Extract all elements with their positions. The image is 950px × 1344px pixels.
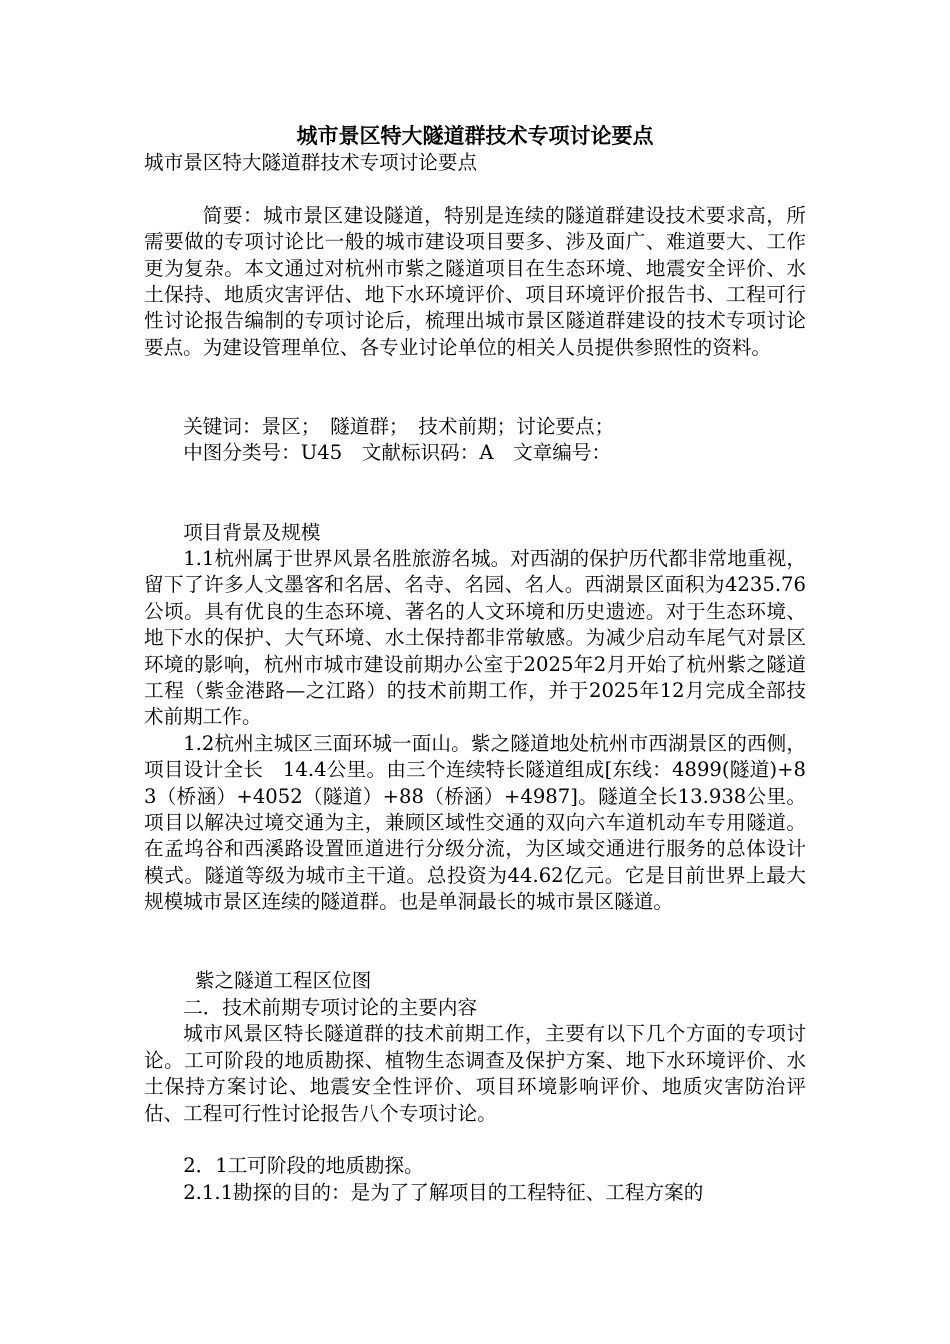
paragraph-1-2: 1.2杭州主城区三面环城一面山。紫之隧道地处杭州市西湖景区的西侧，项目设计全长 14.4公里。由三个连续特长隧道组成[东线：4899(隧道)+83（桥涵）+4052（隧道）+88（桥涵）+4987]。隧道全长13.938公里。项目以解决过境交通为主，兼顾区域性交通的双向六车道机动车专用隧道。在孟坞谷和西溪路设置匝道进行分级分流，为区域交通进行服务的总体设计模式。隧道等级为城市主干道。总投资为44.62亿元。它是目前世界上最大规模城市景区连续的隧道群。也是单洞最长的城市景区隧道。	[144, 731, 806, 914]
spacer	[144, 467, 806, 493]
figure-caption: 紫之隧道工程区位图	[194, 969, 372, 993]
document-title: 城市景区特大隧道群技术专项讨论要点	[296, 123, 654, 148]
spacer	[144, 361, 806, 387]
spacer	[144, 388, 806, 414]
section-heading-2: 二．技术前期专项讨论的主要内容	[183, 995, 478, 1019]
spacer	[144, 176, 806, 202]
document-subtitle: 城市景区特大隧道群技术专项讨论要点	[144, 151, 478, 174]
paragraph-2-1-1: 2.1.1勘探的目的：是为了了解项目的工程特征、工程方案的	[183, 1180, 704, 1204]
keywords-line: 关键词：景区； 隧道群； 技术前期；讨论要点；	[183, 415, 615, 439]
abstract-paragraph: 简要：城市景区建设隧道，特别是连续的隧道群建设技术要求高，所需要做的专项讨论比一般的城市建设项目要多、涉及面广、难道要大、工作更为复杂。本文通过对杭州市紫之隧道项目在生态环境、地震安全评价、水土保持、地质灾害评估、地下水环境评价、项目环境评价报告书、工程可行性讨论报告编制的专项讨论后，梳理出城市景区隧道群建设的技术专项讨论要点。为建设管理单位、各专业讨论单位的相关人员提供参照性的资料。	[144, 203, 806, 359]
paragraph-1-1: 1.1杭州属于世界风景名胜旅游名城。对西湖的保护历代都非常地重视，留下了许多人文墨客和名居、名寺、名园、名人。西湖景区面积为4235.76公顷。具有优良的生态环境、著名的人文环境和历史遗迹。对于生态环境、地下水的保护、大气环境、水土保持都非常敏感。为减少启动车尾气对景区环境的影响，杭州市城市建设前期办公室于2025年2月开始了杭州紫之隧道工程（紫金港路—之江路）的技术前期工作，并于2025年12月完成全部技术前期工作。	[144, 547, 806, 729]
spacer	[144, 1127, 806, 1153]
spacer	[144, 916, 806, 942]
classification-line: 中图分类号：U45 文献标识码：A 文章编号：	[183, 441, 612, 465]
spacer	[144, 493, 806, 519]
document-body	[144, 122, 806, 1206]
paragraph-2-intro: 城市风景区特长隧道群的技术前期工作，主要有以下几个方面的专项讨论。工可阶段的地质勘探、植物生态调查及保护方案、地下水环境评价、水土保持方案讨论、地震安全性评价、项目环境影响评价、地质灾害防治评估、工程可行性讨论报告八个专项讨论。	[144, 1022, 806, 1125]
section-heading-background: 项目背景及规模	[183, 520, 321, 544]
spacer	[144, 942, 806, 968]
section-heading-2-1: 2．1工可阶段的地质勘探。	[183, 1154, 424, 1178]
